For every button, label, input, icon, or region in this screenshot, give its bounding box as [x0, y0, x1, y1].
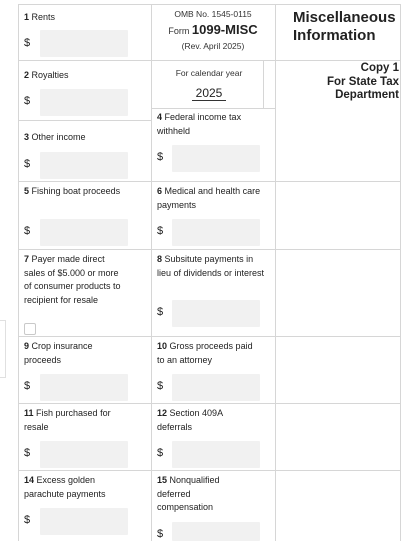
grid-line — [18, 470, 400, 471]
box-5-label: 5 Fishing boat proceeds — [24, 186, 121, 196]
grid-line — [18, 336, 400, 337]
box-14-label: 14 Excess golden parachute payments — [24, 475, 106, 499]
grid-line — [151, 4, 152, 541]
box-9-label: 9 Crop insurance proceeds — [24, 341, 93, 365]
dollar-sign: $ — [157, 380, 164, 392]
grid-line — [18, 60, 400, 61]
box-12-label: 12 Section 409A deferrals — [157, 408, 223, 432]
calendar-year-label: For calendar year — [175, 68, 243, 78]
calendar-year-input[interactable]: 2025 — [192, 86, 226, 101]
dollar-sign: $ — [157, 151, 164, 163]
box-7-label: 7 Payer made direct sales of $5.000 or more of consumer products to recipient for resale — [24, 254, 121, 305]
dollar-sign: $ — [157, 447, 164, 459]
dollar-sign: $ — [24, 380, 31, 392]
grid-line — [18, 249, 400, 250]
box-10-label: 10 Gross proceeds paid to an attorney — [157, 341, 253, 365]
box-4-label: 4 Federal income tax withheld — [157, 112, 242, 136]
dollar-sign: $ — [24, 95, 31, 107]
box-15-input[interactable] — [172, 522, 260, 541]
grid-line — [18, 4, 400, 5]
form-prefix: Form — [168, 26, 190, 36]
box-4-input[interactable] — [172, 145, 260, 172]
revision-date: (Rev. April 2025) — [181, 41, 245, 51]
grid-line — [18, 120, 151, 121]
grid-line — [18, 403, 400, 404]
box-2-label: 2 Royalties — [24, 70, 69, 80]
copy-destination: For State Tax Department — [327, 76, 399, 101]
grid-line — [18, 181, 400, 182]
form-title: Miscellaneous Information — [293, 9, 396, 44]
box-1-label: 1 Rents — [24, 12, 56, 22]
dollar-sign: $ — [24, 447, 31, 459]
dollar-sign: $ — [24, 158, 31, 170]
dollar-sign: $ — [157, 306, 164, 318]
grid-line — [18, 4, 19, 541]
form-name: 1099-MISC — [191, 22, 258, 37]
box-3-label: 3 Other income — [24, 132, 86, 142]
box-3-input[interactable] — [40, 152, 128, 179]
box-14-input[interactable] — [40, 508, 128, 535]
dollar-sign: $ — [24, 37, 31, 49]
box-11-input[interactable] — [40, 441, 128, 468]
box-15-label: 15 Nonqualified deferred compensation — [157, 475, 220, 512]
dollar-sign: $ — [157, 225, 164, 237]
box-10-input[interactable] — [172, 374, 260, 401]
box-6-label: 6 Medical and health care payments — [157, 186, 261, 210]
form-name-line — [151, 22, 275, 37]
box-11-label: 11 Fish purchased for resale — [24, 408, 111, 432]
scroll-fragment — [0, 320, 6, 378]
dollar-sign: $ — [157, 528, 164, 540]
dollar-sign: $ — [24, 225, 31, 237]
box-6-input[interactable] — [172, 219, 260, 246]
box-8-input[interactable] — [172, 300, 260, 327]
omb-number: OMB No. 1545-0115 — [174, 9, 252, 19]
box-1-input[interactable] — [40, 30, 128, 57]
grid-line — [400, 4, 401, 541]
copy-number: Copy 1 — [360, 62, 399, 74]
grid-line — [275, 4, 276, 541]
grid-line — [151, 108, 275, 109]
box-2-input[interactable] — [40, 89, 128, 116]
box-8-label: 8 Subsitute payments in lieu of dividends or interest — [157, 254, 265, 278]
box-7-checkbox[interactable] — [24, 323, 36, 335]
box-12-input[interactable] — [172, 441, 260, 468]
box-5-input[interactable] — [40, 219, 128, 246]
box-9-input[interactable] — [40, 374, 128, 401]
dollar-sign: $ — [24, 514, 31, 526]
